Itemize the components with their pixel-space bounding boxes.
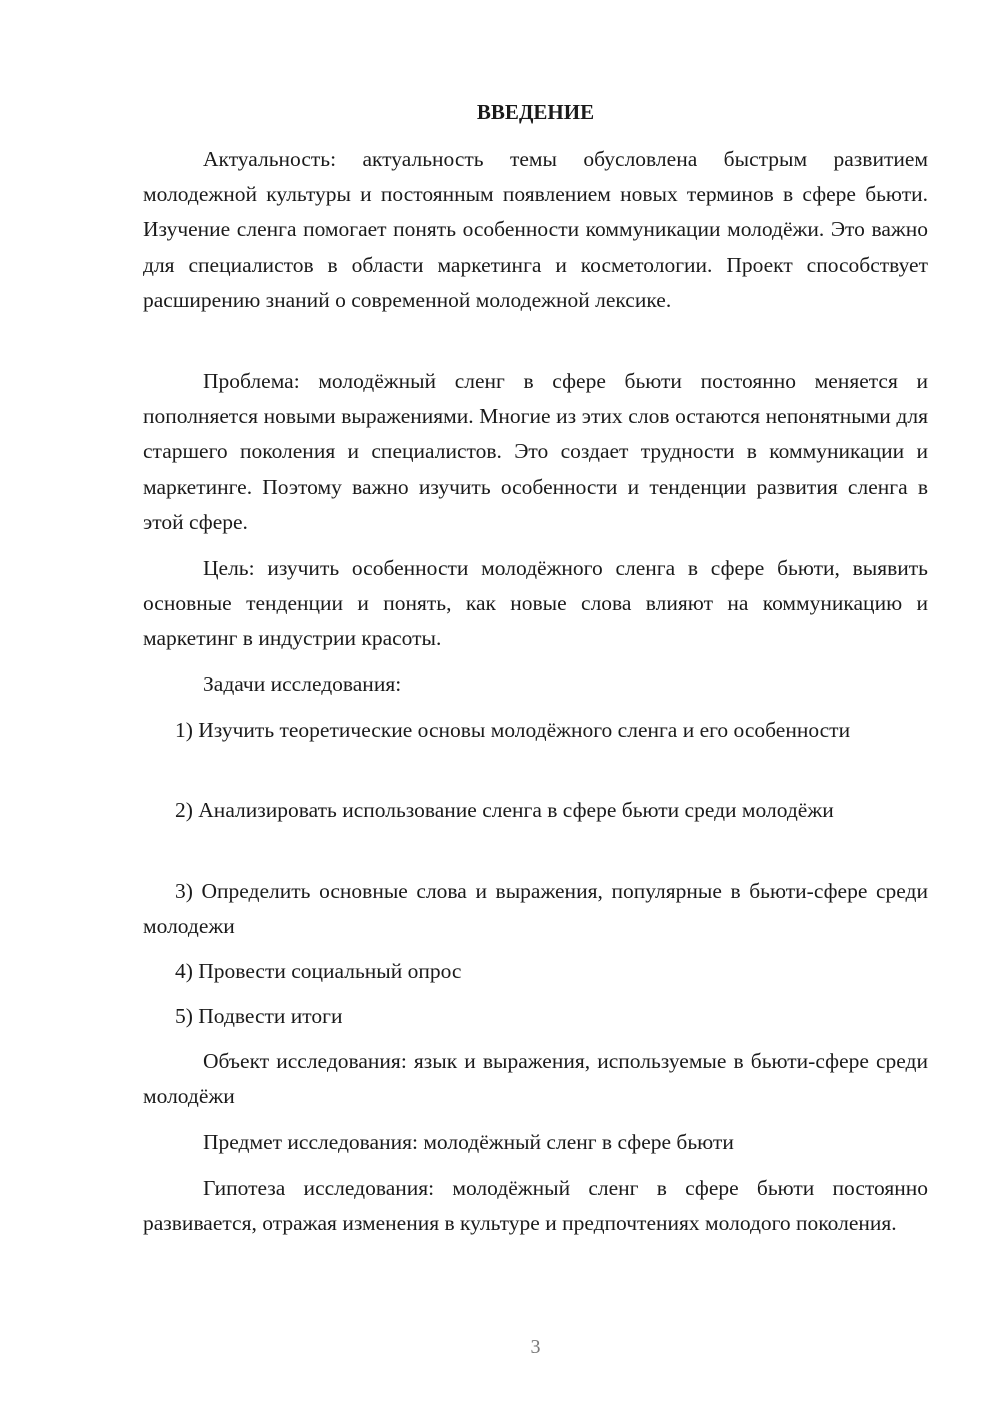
problem-paragraph: Проблема: молодёжный сленг в сфере бьюти постоянно меняется и пополняется новыми выражениями. Многие из этих слов остаются непонятными для старшего поколения и специалистов. Это создает трудности в коммуникации и маркетинге. Поэтому важно изучить особенности и тенденции развития сленга в этой сфере. bbox=[143, 369, 928, 534]
subject-paragraph: Предмет исследования: молодёжный сленг в сфере бьюти bbox=[203, 1130, 734, 1154]
task-item-5: 5) Подвести итоги bbox=[175, 1004, 343, 1028]
document-title: ВВЕДЕНИЕ bbox=[476, 100, 595, 124]
document-page bbox=[143, 0, 928, 1414]
object-paragraph: Объект исследования: язык и выражения, используемые в бьюти-сфере среди молодёжи bbox=[143, 1049, 928, 1109]
task-item-1: 1) Изучить теоретические основы молодёжного сленга и его особенности bbox=[175, 718, 851, 742]
relevance-paragraph: Актуальность: актуальность темы обусловлена быстрым развитием молодежной культуры и постоянным появлением новых терминов в сфере бьюти. Изучение сленга помогает понять особенности коммуникации молодёжи. Это важно для специалистов в области маркетинга и косметологии. Проект способствует расширению знаний о современной молодежной лексике. bbox=[143, 147, 928, 312]
goal-paragraph: Цель: изучить особенности молодёжного сленга в сфере бьюти, выявить основные тенденции и понять, как новые слова влияют на коммуникацию и маркетинг в индустрии красоты. bbox=[143, 556, 928, 651]
task-item-3: 3) Определить основные слова и выражения, популярные в бьюти-сфере среди молодежи bbox=[143, 879, 928, 939]
tasks-heading: Задачи исследования: bbox=[203, 672, 402, 696]
page-number: 3 bbox=[530, 1336, 541, 1358]
task-item-2: 2) Анализировать использование сленга в сфере бьюти среди молодёжи bbox=[175, 798, 834, 822]
task-item-4: 4) Провести социальный опрос bbox=[175, 959, 462, 983]
hypothesis-paragraph: Гипотеза исследования: молодёжный сленг в сфере бьюти постоянно развивается, отражая изменения в культуре и предпочтениях молодого поколения. bbox=[143, 1176, 928, 1236]
